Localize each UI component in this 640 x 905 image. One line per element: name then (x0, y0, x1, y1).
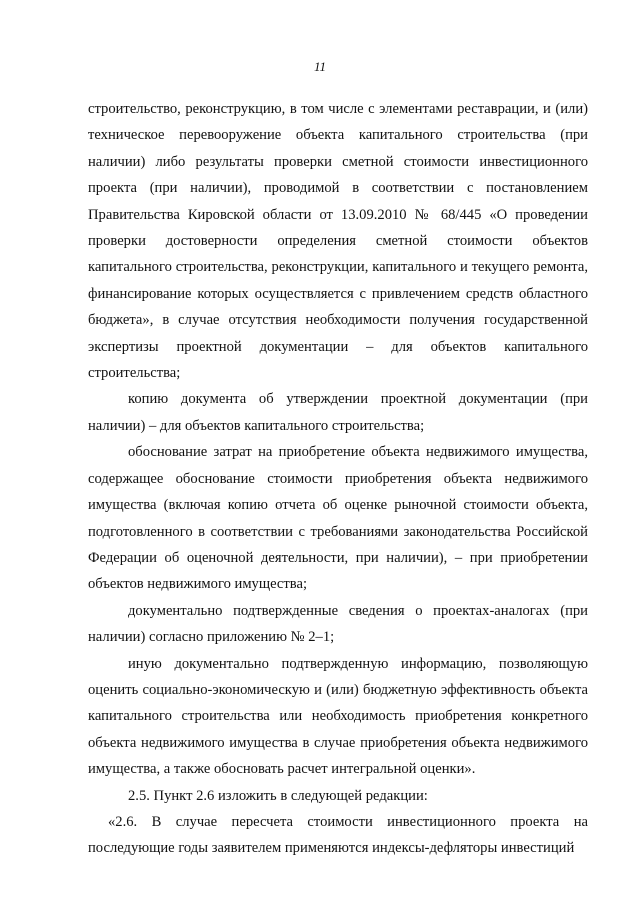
page-number: 11 (313, 59, 327, 74)
paragraph-project-approval-copy: копию документа об утверждении проектной документации (при наличии) – для объектов капитального строительства; (88, 391, 588, 434)
paragraph-other-information: иную документально подтвержденную информацию, позволяющую оценить социально-экономическую и (или) бюджетную эффективность объекта капитального строительства или необходимость приобретения конкретного объекта недвижимого имущества в случае приобретения объекта недвижимого имущества, а также обосновать расчет интегральной оценки». (88, 655, 588, 778)
paragraph-clause-2-5: 2.5. Пункт 2.6 изложить в следующей редакции: (128, 787, 428, 804)
paragraph-real-estate-cost-justification: обоснование затрат на приобретение объекта недвижимого имущества, содержащее обоснование стоимости приобретения объекта недвижимого имущества (включая копию отчета об оценке рыночной стоимости объекта, подготовленного в соответствии с требованиями законодательства Российской Федерации об оценочной деятельности, при наличии), – при приобретении объектов недвижимого имущества; (88, 444, 588, 593)
paragraph-analog-projects: документально подтвержденные сведения о проектах-аналогах (при наличии) согласно приложению № 2–1; (88, 602, 588, 646)
paragraph-clause-2-6: «2.6. В случае пересчета стоимости инвестиционного проекта на последующие годы заявителем применяются индексы-дефляторы инвестиций (88, 813, 588, 857)
document-body (88, 96, 588, 862)
paragraph-construction-documents: строительство, реконструкцию, в том числе с элементами реставрации, и (или) техническое перевооружение объекта капитального строительства (при наличии) либо результаты проверки сметной стоимости инвестиционного проекта (при наличии), проводимой в соответствии с постановлением Правительства Кировской области от 13.09.2010 № 68/445 «О проведении проверки достоверности определения сметной стоимости объектов капитального строительства, реконструкции, капитального и текущего ремонта, финансирование которых осуществляется с привлечением средств областного бюджета», в случае отсутствия необходимости получения государственной экспертизы проектной документации – для объектов капитального строительства; (88, 101, 588, 382)
